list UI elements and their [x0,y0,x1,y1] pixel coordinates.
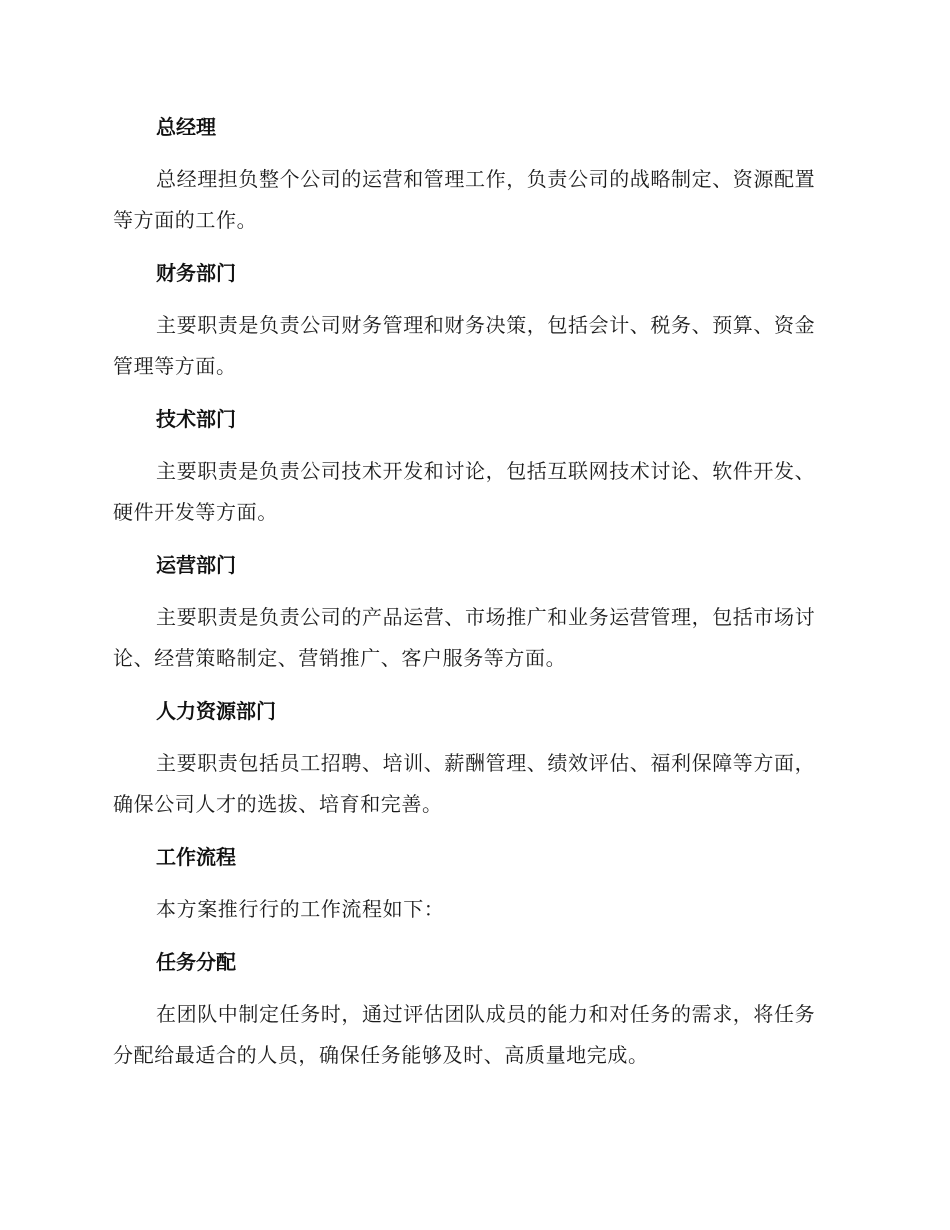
spacer [113,241,833,252]
spacer [113,732,833,743]
spacer [113,825,833,836]
section-paragraph-workflow: 本方案推行行的工作流程如下： [156,897,445,921]
spacer [113,983,833,994]
spacer [113,586,833,597]
section-heading-finance: 财务部门 [156,261,236,285]
section-paragraph-hr: 主要职责包括员工招聘、培训、薪酬管理、绩效评估、福利保障等方面，确保公司人才的选拔、培育和完善。 [113,751,816,816]
section-heading-workflow: 工作流程 [156,845,236,869]
section-paragraph-technology: 主要职责是负责公司技术开发和讨论，包括互联网技术讨论、软件开发、硬件开发等方面。 [113,459,816,524]
section-heading-task-assignment: 任务分配 [156,950,236,974]
section-paragraph-general-manager: 总经理担负整个公司的运营和管理工作，负责公司的战略制定、资源配置等方面的工作。 [113,167,816,232]
spacer [113,440,833,451]
section-paragraph-finance: 主要职责是负责公司财务管理和财务决策，包括会计、税务、预算、资金管理等方面。 [113,313,816,378]
spacer [113,387,833,398]
spacer [113,878,833,889]
document-page [113,106,833,1076]
section-heading-general-manager: 总经理 [156,115,216,139]
spacer [113,294,833,305]
section-paragraph-operations: 主要职责是负责公司的产品运营、市场推广和业务运营管理，包括市场讨论、经营策略制定、营销推广、客户服务等方面。 [113,605,816,670]
section-heading-operations: 运营部门 [156,553,236,577]
spacer [113,533,833,544]
spacer [113,679,833,690]
spacer [113,930,833,941]
spacer [113,148,833,159]
section-heading-hr: 人力资源部门 [156,699,276,723]
section-heading-technology: 技术部门 [156,407,236,431]
section-paragraph-task-assignment: 在团队中制定任务时，通过评估团队成员的能力和对任务的需求，将任务分配给最适合的人员，确保任务能够及时、高质量地完成。 [113,1002,816,1067]
